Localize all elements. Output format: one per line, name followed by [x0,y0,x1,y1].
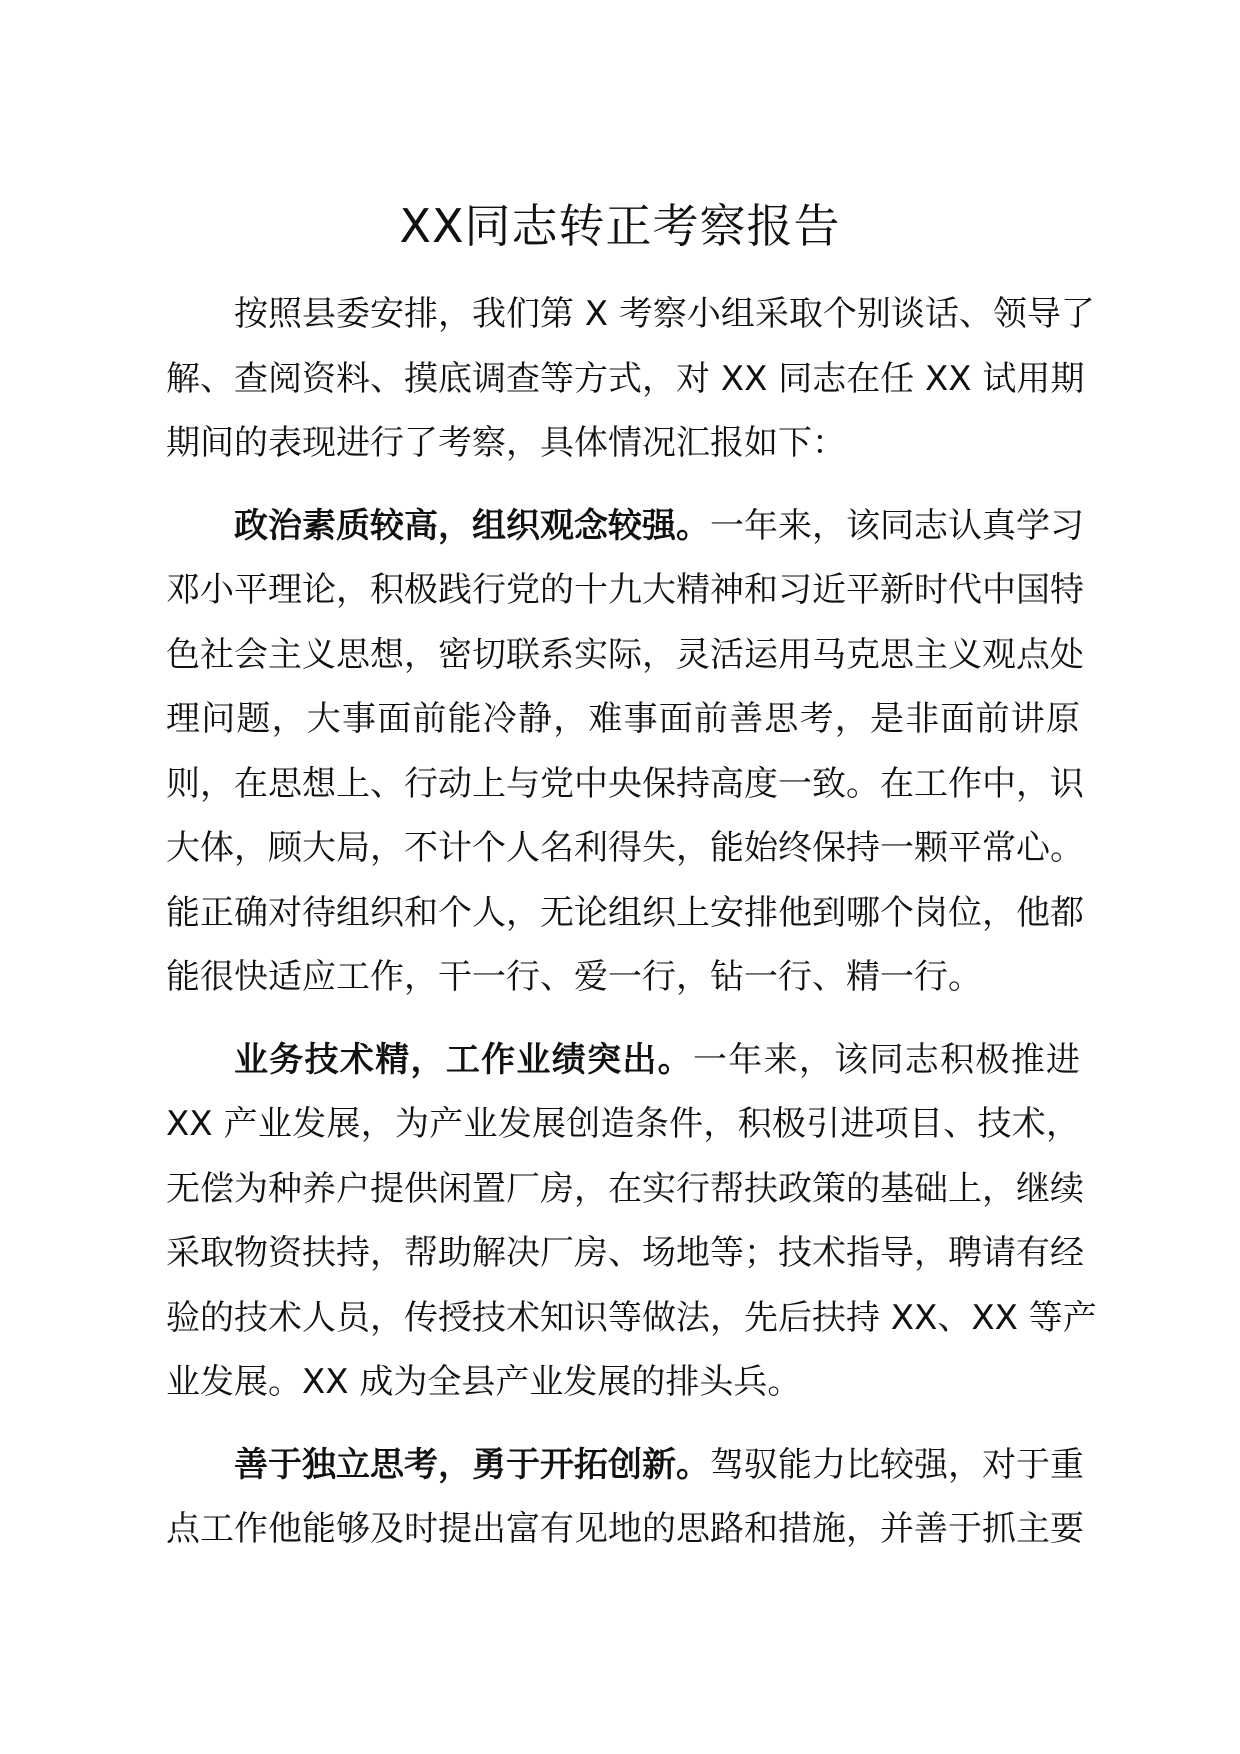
text-line: 大体，顾大局，不计个人名利得失，能始终保持一颗平常心。 [166,828,1084,868]
text-line: XX 产业发展，为产业发展创造条件，积极引进项目、技术， [166,1104,1080,1144]
document-body [166,282,1097,1580]
text-line: 能正确对待组织和个人，无论组织上安排他到哪个岗位，他都 [166,892,1084,933]
text-line: 邓小平理论，积极践行党的十九大精神和习近平新时代中国特 [166,570,1084,610]
text-line: 解、查阅资料、摸底调查等方式，对 XX 同志在任 XX 试用期 [166,358,1085,399]
text-line-rest: 一年来，该同志积极推进 [692,1039,1081,1080]
paragraph-work-performance [166,1028,1097,1415]
text-line: 验的技术人员，传授技术知识等做法，先后扶持 XX、XX 等产 [166,1297,1097,1338]
text-line: 能很快适应工作，干一行、爱一行，钻一行、精一行。 [166,957,982,997]
text-line: 色社会主义思想，密切联系实际，灵活运用马克思主义观点处 [166,634,1084,675]
text-line [166,1433,1084,1498]
paragraph-lead: 政治素质较高，组织观念较强。 [234,505,710,546]
document-title: XX同志转正考察报告 [399,199,841,253]
paragraph-lead: 业务技术精，工作业绩突出。 [234,1039,693,1080]
text-line: 期间的表现进行了考察，具体情况汇报如下： [166,423,846,463]
text-line: 无偿为种养户提供闲置厂房，在实行帮扶政策的基础上，继续 [166,1168,1084,1209]
text-line: 业发展。XX 成为全县产业发展的排头兵。 [166,1362,802,1402]
text-line: 点工作他能够及时提出富有见地的思路和措施，并善于抓主要 [166,1509,1084,1549]
text-line-rest: 一年来，该同志认真学习 [710,505,1084,546]
text-line: 则，在思想上、行动上与党中央保持高度一致。在工作中，识 [166,763,1084,804]
paragraph-intro [166,282,1095,476]
text-line [166,1028,1080,1093]
text-line: 理问题，大事面前能冷静，难事面前善思考，是非面前讲原 [166,699,1080,739]
paragraph-innovation [166,1433,1084,1562]
text-line-rest: 驾驭能力比较强，对于重 [710,1444,1084,1485]
paragraph-lead: 善于独立思考，勇于开拓创新。 [234,1444,710,1485]
text-line [166,494,1084,559]
text-line: 采取物资扶持，帮助解决厂房、场地等；技术指导，聘请有经 [166,1233,1084,1273]
paragraph-political-quality [166,494,1084,1010]
text-line: 按照县委安排，我们第 X 考察小组采取个别谈话、领导了 [234,294,1095,334]
